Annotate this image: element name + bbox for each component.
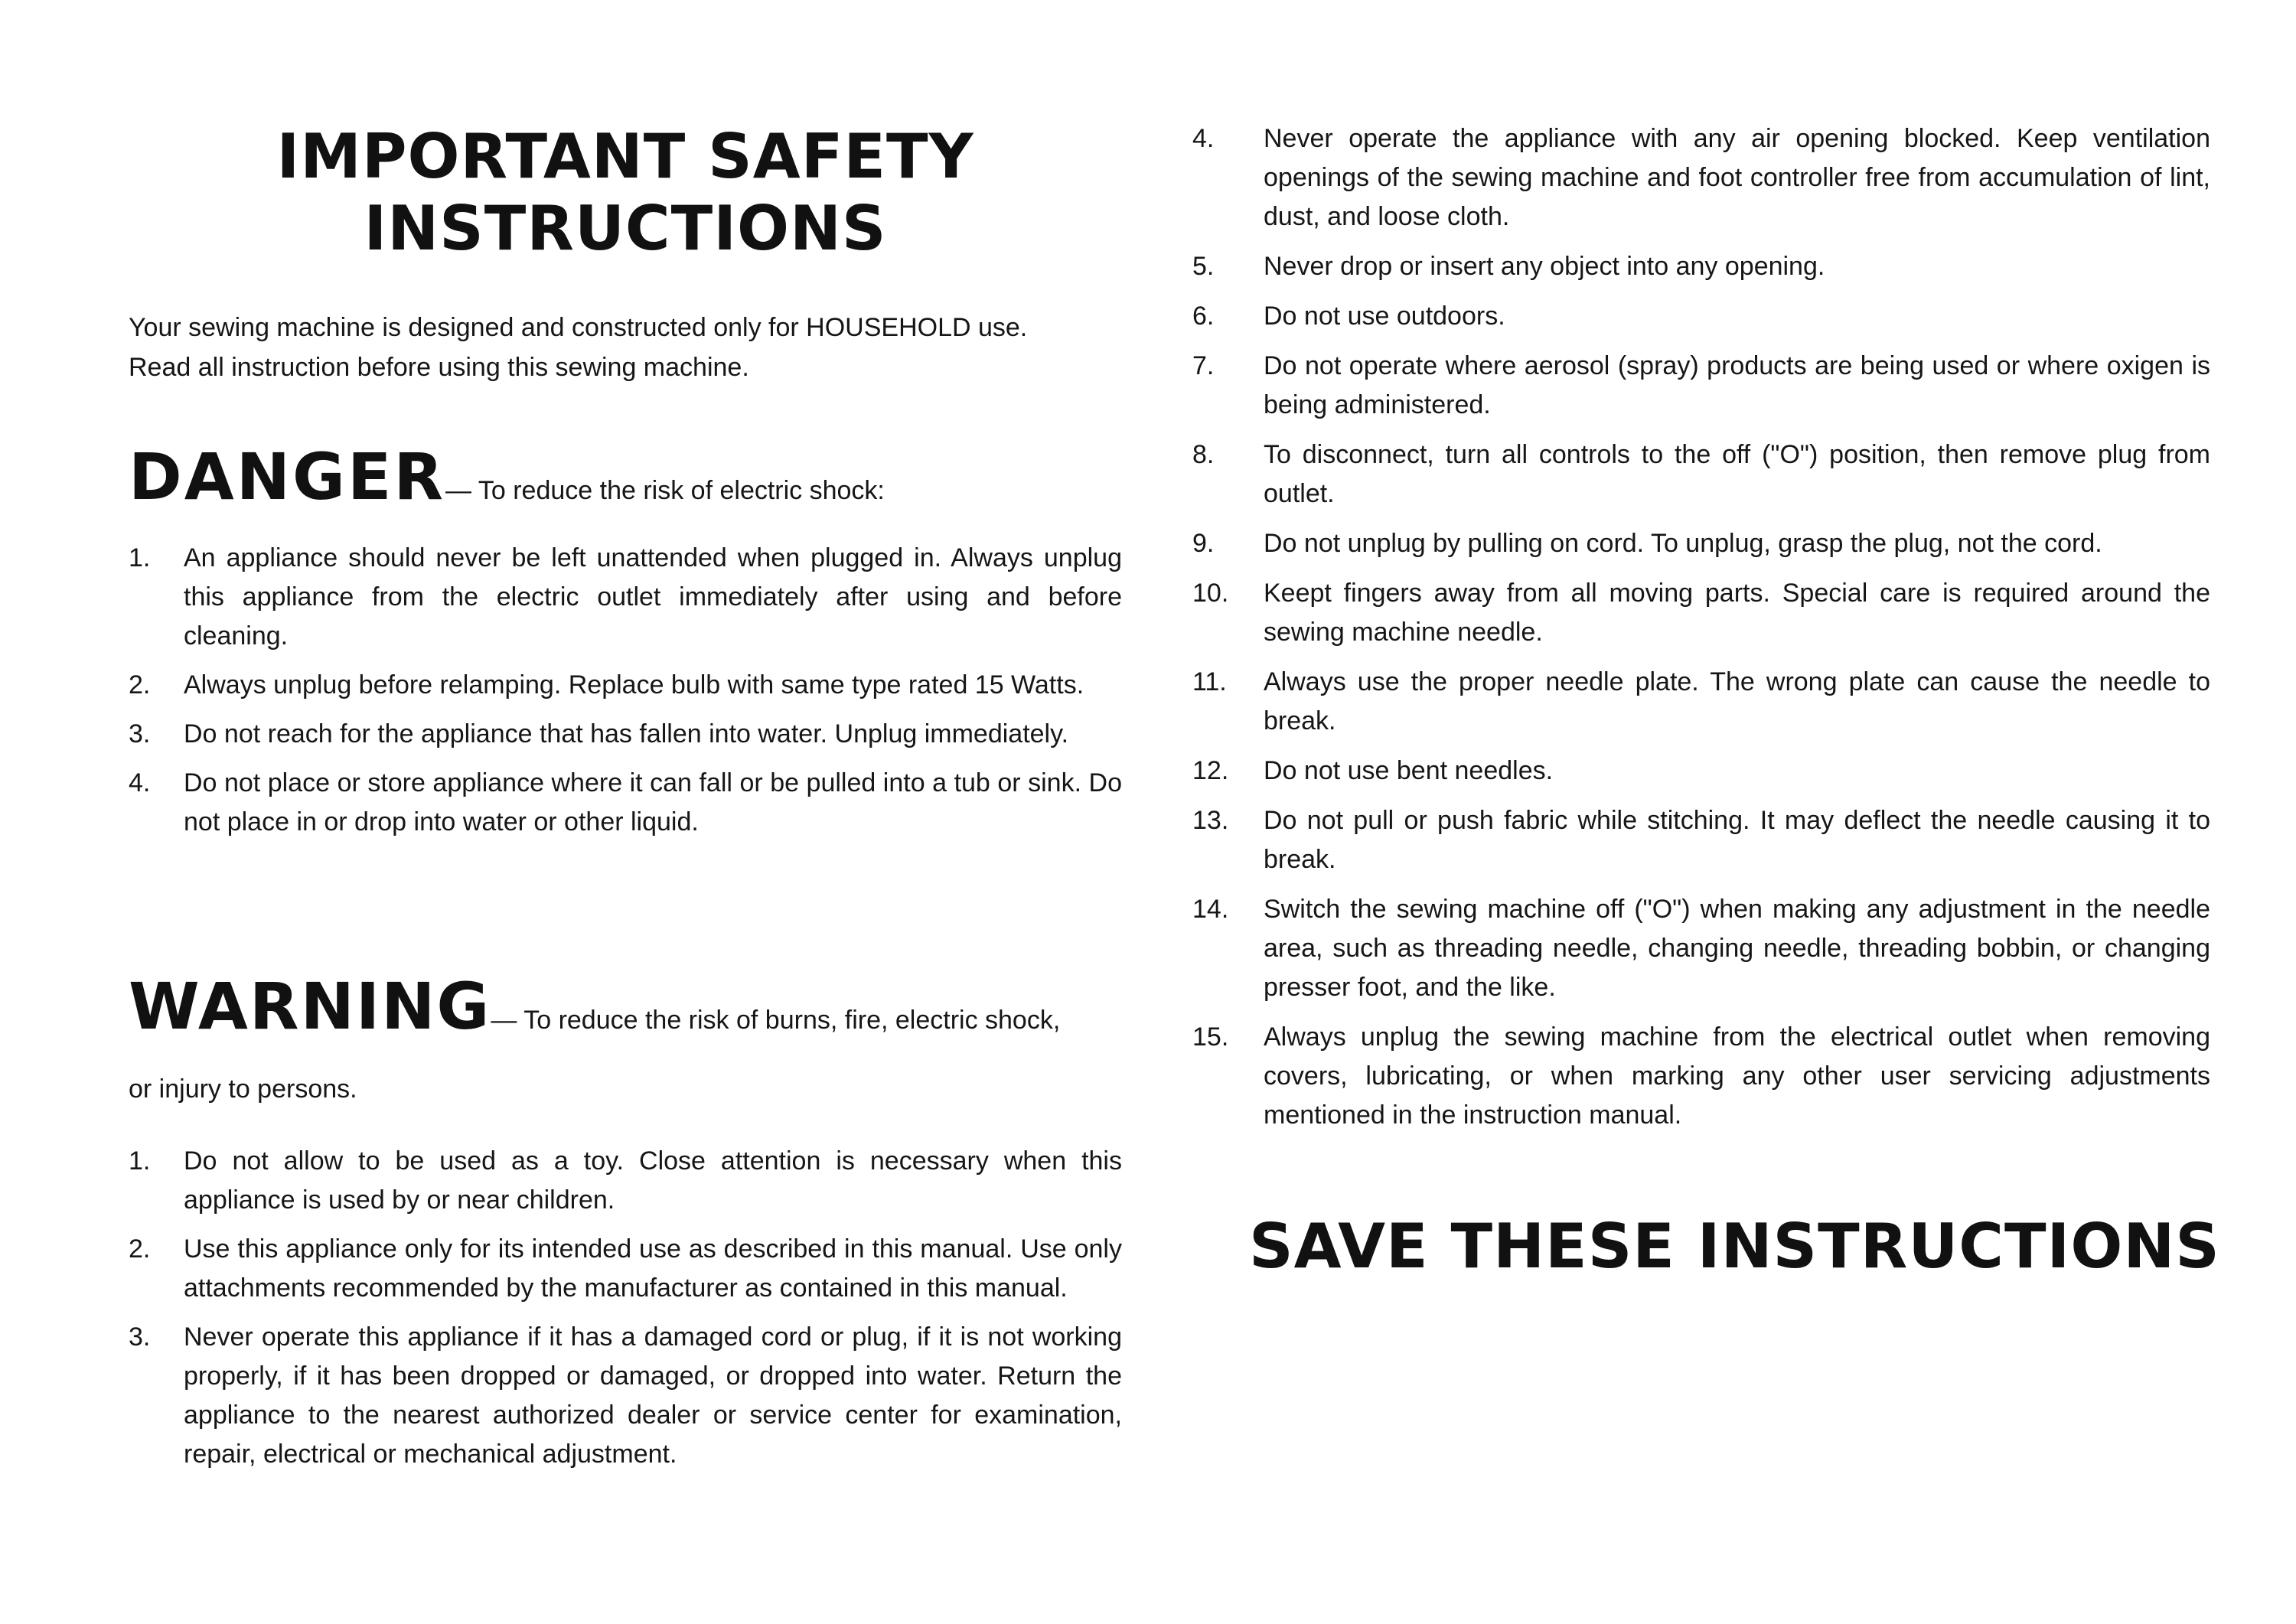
- warning-item: [1192, 347, 2210, 425]
- warning-item: [1192, 297, 2210, 336]
- warning-item: [1192, 801, 2210, 879]
- danger-subtitle: — To reduce the risk of electric shock:: [445, 476, 885, 505]
- page-title-line-2: INSTRUCTIONS: [364, 193, 887, 264]
- item-number: 2.: [129, 670, 151, 699]
- item-number: 8.: [1192, 440, 1215, 469]
- item-number: 4.: [1192, 124, 1215, 153]
- item-text: Do not operate where aerosol (spray) products are being used or where oxigen is being administered.: [1264, 351, 2210, 419]
- item-text: Never drop or insert any object into any opening.: [1264, 252, 1825, 281]
- item-text: An appliance should never be left unattended when plugged in. Always unplug this appliance from the electric outlet immediately after using and before cleaning.: [184, 543, 1122, 651]
- warning-item: [1192, 890, 2210, 1007]
- page-title: [129, 121, 1122, 265]
- danger-heading: [129, 439, 885, 514]
- intro-line-2: Read all instruction before using this sewing machine.: [129, 353, 749, 382]
- item-text: Always use the proper needle plate. The wrong plate can cause the needle to break.: [1264, 667, 2210, 735]
- danger-list: [129, 539, 1122, 852]
- item-number: 5.: [1192, 252, 1215, 281]
- item-number: 1.: [129, 543, 151, 572]
- item-text: Always unplug the sewing machine from the electrical outlet when removing covers, lubricating, or when marking any other user servicing adjustments mentioned in the instruction manual.: [1264, 1022, 2210, 1130]
- danger-item: [129, 764, 1122, 842]
- item-text: Do not place or store appliance where it can fall or be pulled into a tub or sink. Do not place in or drop into water or other liquid.: [184, 768, 1122, 836]
- item-number: 7.: [1192, 351, 1215, 380]
- intro-paragraph: [129, 308, 1122, 387]
- warning-item: [1192, 119, 2210, 236]
- item-number: 4.: [129, 768, 151, 797]
- warning-item: [1192, 663, 2210, 741]
- item-text: Always unplug before relamping. Replace bulb with same type rated 15 Watts.: [184, 670, 1084, 699]
- page-title-line-1: IMPORTANT SAFETY: [276, 121, 974, 192]
- warning-item: [129, 1142, 1122, 1220]
- warning-item: [1192, 435, 2210, 514]
- item-number: 2.: [129, 1234, 151, 1264]
- item-text: Do not use bent needles.: [1264, 756, 1554, 785]
- item-number: 12.: [1192, 756, 1229, 785]
- intro-line-1: Your sewing machine is designed and constructed only for HOUSEHOLD use.: [129, 313, 1028, 342]
- warning-list-continued: [1192, 119, 2210, 1146]
- item-number: 3.: [129, 719, 151, 748]
- item-text: Do not reach for the appliance that has fallen into water. Unplug immediately.: [184, 719, 1069, 748]
- item-number: 3.: [129, 1322, 151, 1352]
- item-number: 11.: [1192, 667, 1227, 696]
- warning-item: [129, 1230, 1122, 1308]
- danger-item: [129, 666, 1122, 705]
- item-number: 13.: [1192, 806, 1229, 835]
- warning-item: [1192, 1018, 2210, 1135]
- warning-list: [129, 1142, 1122, 1484]
- item-text: Never operate the appliance with any air opening blocked. Keep ventilation openings of the sewing machine and foot controller free from accumulation of lint, dust, and loose cloth.: [1264, 124, 2210, 231]
- item-text: Do not allow to be used as a toy. Close attention is necessary when this appliance is used by or near children.: [184, 1146, 1122, 1215]
- danger-heading-word: DANGER: [129, 439, 446, 514]
- warning-subtitle-continuation: or injury to persons.: [129, 1075, 357, 1104]
- item-text: Do not unplug by pulling on cord. To unplug, grasp the plug, not the cord.: [1264, 529, 2102, 558]
- danger-item: [129, 715, 1122, 754]
- item-number: 10.: [1192, 579, 1229, 608]
- item-number: 6.: [1192, 302, 1215, 331]
- warning-heading: [129, 969, 1060, 1044]
- item-number: 14.: [1192, 895, 1229, 924]
- warning-subtitle: — To reduce the risk of burns, fire, electric shock,: [491, 1006, 1061, 1035]
- item-text: Switch the sewing machine off ("O") when making any adjustment in the needle area, such as threading needle, changing needle, threading bobbin, or changing presser foot, and the like.: [1264, 895, 2210, 1002]
- item-text: To disconnect, turn all controls to the off ("O") position, then remove plug from outlet.: [1264, 440, 2210, 508]
- item-text: Do not pull or push fabric while stitching. It may deflect the needle causing it to break.: [1264, 806, 2210, 874]
- warning-item: [129, 1318, 1122, 1474]
- closing-heading: SAVE THESE INSTRUCTIONS: [1249, 1211, 2220, 1282]
- item-number: 9.: [1192, 529, 1215, 558]
- warning-heading-word: WARNING: [129, 969, 491, 1044]
- warning-item: [1192, 752, 2210, 791]
- warning-item: [1192, 524, 2210, 563]
- item-text: Do not use outdoors.: [1264, 302, 1505, 331]
- item-text: Keept fingers away from all moving parts. Special care is required around the sewing machine needle.: [1264, 579, 2210, 647]
- danger-item: [129, 539, 1122, 656]
- warning-item: [1192, 247, 2210, 286]
- item-text: Never operate this appliance if it has a damaged cord or plug, if it is not working properly, if it has been dropped or damaged, or dropped into water. Return the appliance to the nearest authorized dealer or service center for examination, repair, electrical or mechanical adjustment.: [184, 1322, 1122, 1469]
- warning-item: [1192, 574, 2210, 652]
- item-text: Use this appliance only for its intended use as described in this manual. Use only attachments recommended by the manufacturer as contained in this manual.: [184, 1234, 1122, 1303]
- item-number: 1.: [129, 1146, 151, 1176]
- item-number: 15.: [1192, 1022, 1229, 1052]
